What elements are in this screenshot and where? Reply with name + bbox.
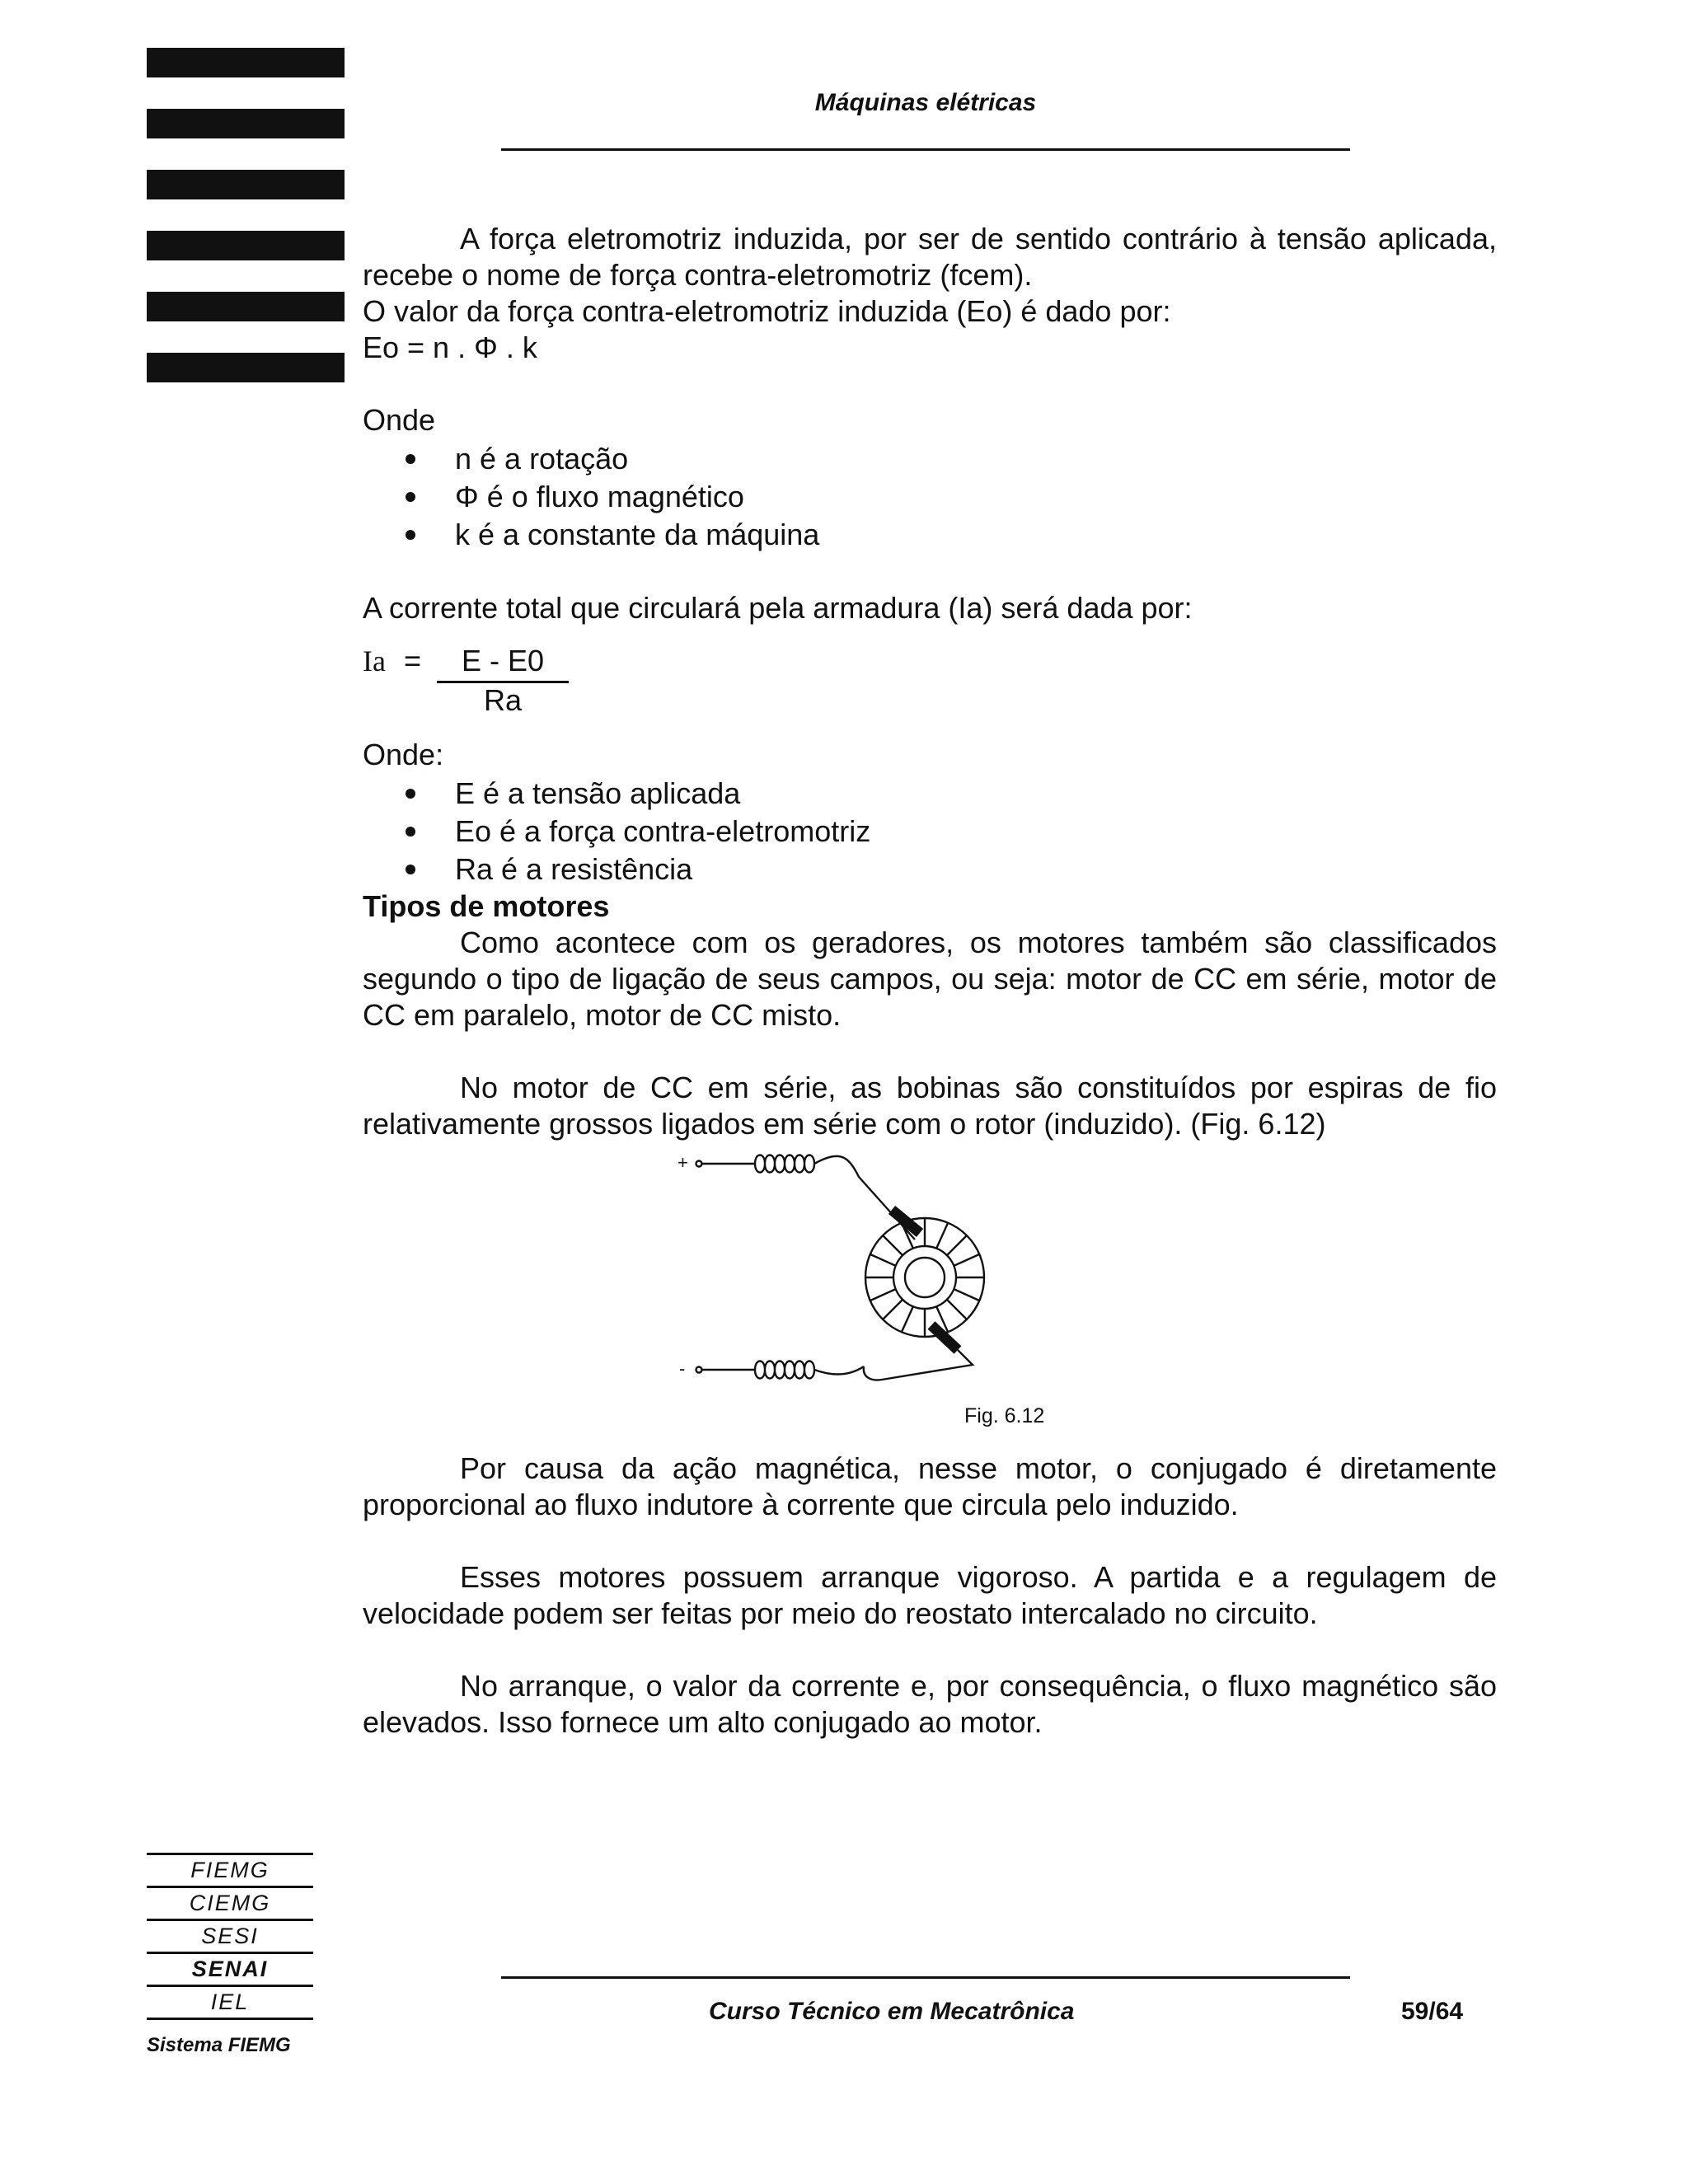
side-bar — [147, 231, 345, 260]
formula-equals: = — [404, 644, 422, 677]
paragraph-series-motor: No motor de CC em série, as bobinas são constituídos por espiras de fio relativamente grossos ligados em série com o rotor (induzido). (Fig. 6.12) — [363, 1071, 1497, 1141]
plus-terminal-icon — [696, 1161, 702, 1167]
formula-ia — [363, 643, 1497, 725]
paragraph-motor-types: Como acontece com os geradores, os motores também são classificados segundo o tipo de ligação de seus campos, ou seja: motor de CC em série, motor de CC em paralelo, motor de CC misto. — [363, 926, 1497, 1032]
page-header-title: Máquinas elétricas — [814, 89, 1037, 116]
section-title: Tipos de motores — [363, 889, 610, 923]
decorative-side-bars — [147, 48, 345, 414]
series-field-coil-top — [755, 1155, 814, 1173]
logo-iel: IEL — [210, 1990, 250, 2014]
lead-top — [814, 1156, 915, 1240]
formula-lhs: Ia — [363, 644, 386, 677]
side-bar — [147, 109, 345, 138]
side-bar — [147, 48, 345, 77]
page-number: 59/64 — [1401, 1998, 1464, 2025]
formula-denominator: Ra — [483, 683, 523, 717]
logo-ciemg: CIEMG — [189, 1891, 271, 1915]
footer-logo-block — [147, 1851, 313, 2059]
minus-terminal-icon — [696, 1367, 702, 1373]
plus-terminal-label: + — [678, 1152, 688, 1173]
formula-numerator: E - E0 — [461, 644, 545, 677]
footer-divider — [501, 1976, 1350, 1979]
paragraph-starting: Esses motores possuem arranque vigoroso. A partida e a regulagem de velocidade podem ser feitas por meio do reostato intercalado no circuito. — [363, 1560, 1497, 1630]
paragraph-high-torque: No arranque, o valor da corrente e, por consequência, o fluxo magnético são elevados. Isso fornece um alto conjugado ao motor. — [363, 1669, 1497, 1739]
page-content — [363, 221, 1497, 1741]
variable-list-2 — [363, 775, 1497, 888]
header-divider — [501, 148, 1350, 151]
list-item: n é a rotação — [406, 440, 1497, 478]
list-item: Ra é a resistência — [406, 851, 1497, 888]
paragraph-magnetic-action: Por causa da ação magnética, nesse motor, o conjugado é diretamente proporcional ao fluxo indutore à corrente que circula pelo induzido. — [363, 1451, 1497, 1521]
logo-sesi: SESI — [201, 1924, 259, 1948]
onde-label-2: Onde: — [363, 738, 444, 771]
figure-series-motor — [363, 1142, 1497, 1451]
figure-caption: Fig. 6.12 — [964, 1404, 1045, 1427]
onde-label-1: Onde — [363, 403, 436, 437]
side-bar — [147, 170, 345, 199]
footer-course-title: Curso Técnico em Mecatrônica — [709, 1998, 1075, 2025]
formula-eo: Eo = n . Φ . k — [363, 330, 537, 364]
paragraph-eo-value: O valor da força contra-eletromotriz induzida (Eo) é dado por: — [363, 294, 1171, 328]
series-field-coil-bottom — [755, 1361, 814, 1379]
logo-system-name: Sistema FIEMG — [147, 2034, 291, 2056]
list-item: Φ é o fluxo magnético — [406, 478, 1497, 516]
lead-bottom — [864, 1350, 973, 1380]
paragraph-current: A corrente total que circulará pela armadura (Ia) será dada por: — [363, 591, 1193, 625]
logo-fiemg: FIEMG — [190, 1858, 270, 1882]
series-motor-diagram — [676, 1149, 1022, 1396]
list-item: E é a tensão aplicada — [406, 775, 1497, 813]
list-item: k é a constante da máquina — [406, 516, 1497, 554]
paragraph-fcem: A força eletromotriz induzida, por ser de sentido contrário à tensão aplicada, recebe o nome de força contra-eletromotriz (fcem). — [363, 222, 1497, 292]
logo-senai: SENAI — [191, 1957, 269, 1981]
side-bar — [147, 353, 345, 382]
side-bar — [147, 292, 345, 321]
list-item: Eo é a força contra-eletromotriz — [406, 813, 1497, 851]
variable-list-1 — [363, 440, 1497, 554]
minus-terminal-label: - — [679, 1358, 686, 1379]
